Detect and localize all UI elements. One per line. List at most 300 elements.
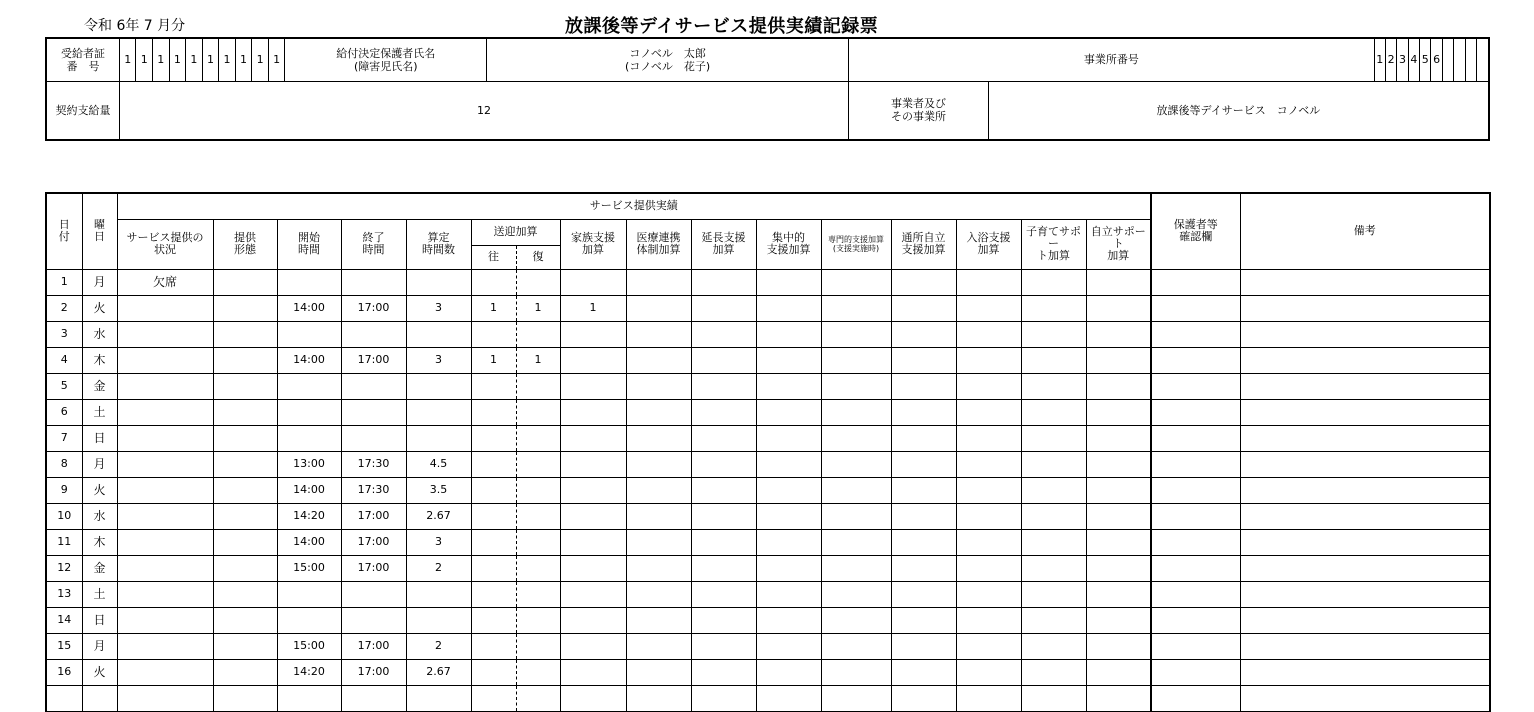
col-specialist: 専門的支援加算 (支援実施時) (821, 219, 891, 269)
hours-cell: 3 (406, 347, 471, 373)
form-cell (213, 373, 277, 399)
hours-cell: 2 (406, 633, 471, 659)
extended-cell (691, 659, 756, 685)
weekday-cell (82, 685, 117, 711)
extended-cell (691, 295, 756, 321)
intensive-cell (756, 607, 821, 633)
end-time-cell: 17:00 (341, 555, 406, 581)
parenting-cell (1021, 555, 1086, 581)
parenting-cell (1021, 659, 1086, 685)
status-cell: 欠席 (117, 269, 213, 295)
end-time-cell: 17:30 (341, 451, 406, 477)
remarks-cell (1240, 399, 1490, 425)
day-cell: 16 (46, 659, 82, 685)
bath-cell (956, 659, 1021, 685)
start-time-cell (277, 269, 341, 295)
transport-out-cell (471, 503, 516, 529)
parenting-cell (1021, 269, 1086, 295)
intensive-cell (756, 477, 821, 503)
day-cell: 5 (46, 373, 82, 399)
medical-cell (626, 399, 691, 425)
transport-out-cell (471, 373, 516, 399)
independence-cell (1086, 607, 1151, 633)
weekday-cell: 金 (82, 555, 117, 581)
transport-back-cell (516, 503, 560, 529)
hours-cell (406, 399, 471, 425)
hours-cell: 3 (406, 529, 471, 555)
start-time-cell (277, 425, 341, 451)
guardian-confirm-cell (1151, 633, 1240, 659)
office-digit: 4 (1408, 38, 1419, 81)
start-time-cell: 14:20 (277, 503, 341, 529)
bath-cell (956, 477, 1021, 503)
recipient-digit: 1 (235, 38, 252, 81)
end-time-cell: 17:00 (341, 529, 406, 555)
parenting-cell (1021, 503, 1086, 529)
bath-cell (956, 633, 1021, 659)
hours-cell: 2.67 (406, 503, 471, 529)
document-title: 放課後等デイサービス提供実績記録票 (565, 16, 879, 37)
transport-out-cell (471, 399, 516, 425)
commute-cell (891, 347, 956, 373)
start-time-cell (277, 685, 341, 711)
hours-cell (406, 607, 471, 633)
bath-cell (956, 347, 1021, 373)
parenting-cell (1021, 373, 1086, 399)
recipient-digit: 1 (119, 38, 136, 81)
col-guardian-confirm: 保護者等 確認欄 (1151, 193, 1240, 269)
status-cell (117, 347, 213, 373)
guardian-name-label: 給付決定保護者氏名 (障害児氏名) (285, 38, 487, 81)
family-support-cell: 1 (560, 295, 626, 321)
independence-cell (1086, 477, 1151, 503)
table-row (46, 581, 1490, 607)
transport-back-cell (516, 633, 560, 659)
intensive-cell (756, 425, 821, 451)
office-digit: 2 (1385, 38, 1396, 81)
independence-cell (1086, 347, 1151, 373)
intensive-cell (756, 373, 821, 399)
medical-cell (626, 607, 691, 633)
col-transport-out: 往 (471, 245, 516, 269)
recipient-digit: 1 (252, 38, 269, 81)
status-cell (117, 581, 213, 607)
day-cell: 1 (46, 269, 82, 295)
bath-cell (956, 321, 1021, 347)
hours-cell: 4.5 (406, 451, 471, 477)
family-support-cell (560, 685, 626, 711)
specialist-cell (821, 269, 891, 295)
remarks-cell (1240, 555, 1490, 581)
extended-cell (691, 555, 756, 581)
family-support-cell (560, 425, 626, 451)
office-digit (1465, 38, 1476, 81)
status-cell (117, 321, 213, 347)
day-cell: 12 (46, 555, 82, 581)
medical-cell (626, 529, 691, 555)
transport-out-cell (471, 451, 516, 477)
specialist-cell (821, 503, 891, 529)
bath-cell (956, 555, 1021, 581)
intensive-cell (756, 659, 821, 685)
guardian-confirm-cell (1151, 347, 1240, 373)
family-support-cell (560, 659, 626, 685)
commute-cell (891, 399, 956, 425)
status-cell (117, 555, 213, 581)
hours-cell: 3 (406, 295, 471, 321)
extended-cell (691, 451, 756, 477)
commute-cell (891, 503, 956, 529)
guardian-confirm-cell (1151, 685, 1240, 711)
parenting-cell (1021, 347, 1086, 373)
transport-out-cell (471, 529, 516, 555)
parenting-cell (1021, 529, 1086, 555)
transport-out-cell (471, 425, 516, 451)
remarks-cell (1240, 633, 1490, 659)
remarks-cell (1240, 295, 1490, 321)
remarks-cell (1240, 451, 1490, 477)
intensive-cell (756, 347, 821, 373)
independence-cell (1086, 529, 1151, 555)
extended-cell (691, 477, 756, 503)
intensive-cell (756, 321, 821, 347)
start-time-cell (277, 581, 341, 607)
recipient-digit: 1 (202, 38, 219, 81)
transport-out-cell (471, 321, 516, 347)
col-family-support: 家族支援 加算 (560, 219, 626, 269)
recipient-digit: 1 (169, 38, 186, 81)
family-support-cell (560, 503, 626, 529)
end-time-cell (341, 581, 406, 607)
bath-cell (956, 581, 1021, 607)
end-time-cell (341, 321, 406, 347)
commute-cell (891, 477, 956, 503)
weekday-cell: 水 (82, 321, 117, 347)
family-support-cell (560, 451, 626, 477)
parenting-cell (1021, 685, 1086, 711)
col-transport: 送迎加算 (471, 219, 560, 245)
extended-cell (691, 269, 756, 295)
specialist-cell (821, 633, 891, 659)
hours-cell (406, 269, 471, 295)
weekday-cell: 月 (82, 451, 117, 477)
col-start: 開始 時間 (277, 219, 341, 269)
transport-back-cell: 1 (516, 347, 560, 373)
intensive-cell (756, 451, 821, 477)
day-cell: 4 (46, 347, 82, 373)
independence-cell (1086, 503, 1151, 529)
intensive-cell (756, 685, 821, 711)
col-extended: 延長支援 加算 (691, 219, 756, 269)
status-cell (117, 607, 213, 633)
transport-out-cell (471, 659, 516, 685)
specialist-cell (821, 555, 891, 581)
specialist-cell (821, 477, 891, 503)
transport-out-cell (471, 633, 516, 659)
remarks-cell (1240, 373, 1490, 399)
intensive-cell (756, 503, 821, 529)
extended-cell (691, 581, 756, 607)
transport-back-cell (516, 373, 560, 399)
independence-cell (1086, 555, 1151, 581)
medical-cell (626, 451, 691, 477)
form-cell (213, 399, 277, 425)
medical-cell (626, 555, 691, 581)
day-cell (46, 685, 82, 711)
col-status: サービス提供の 状況 (117, 219, 213, 269)
col-end: 終了 時間 (341, 219, 406, 269)
guardian-confirm-cell (1151, 659, 1240, 685)
commute-cell (891, 581, 956, 607)
transport-back-cell (516, 269, 560, 295)
independence-cell (1086, 373, 1151, 399)
hours-cell: 2.67 (406, 659, 471, 685)
parenting-cell (1021, 581, 1086, 607)
remarks-cell (1240, 607, 1490, 633)
status-cell (117, 425, 213, 451)
office-digit: 6 (1431, 38, 1442, 81)
office-digit: 3 (1397, 38, 1408, 81)
start-time-cell: 14:20 (277, 659, 341, 685)
bath-cell (956, 425, 1021, 451)
commute-cell (891, 685, 956, 711)
status-cell (117, 659, 213, 685)
form-cell (213, 451, 277, 477)
independence-cell (1086, 659, 1151, 685)
commute-cell (891, 295, 956, 321)
col-bath: 入浴支援 加算 (956, 219, 1021, 269)
independence-cell (1086, 269, 1151, 295)
intensive-cell (756, 555, 821, 581)
transport-back-cell (516, 477, 560, 503)
bath-cell (956, 451, 1021, 477)
specialist-cell (821, 373, 891, 399)
commute-cell (891, 373, 956, 399)
medical-cell (626, 295, 691, 321)
intensive-cell (756, 295, 821, 321)
parenting-cell (1021, 451, 1086, 477)
family-support-cell (560, 581, 626, 607)
transport-back-cell (516, 581, 560, 607)
end-time-cell (341, 373, 406, 399)
form-cell (213, 581, 277, 607)
family-support-cell (560, 477, 626, 503)
parenting-cell (1021, 399, 1086, 425)
transport-back-cell: 1 (516, 295, 560, 321)
day-cell: 13 (46, 581, 82, 607)
start-time-cell: 15:00 (277, 555, 341, 581)
day-cell: 7 (46, 425, 82, 451)
transport-back-cell (516, 321, 560, 347)
weekday-cell: 木 (82, 529, 117, 555)
status-cell (117, 477, 213, 503)
guardian-confirm-cell (1151, 269, 1240, 295)
intensive-cell (756, 529, 821, 555)
parenting-cell (1021, 425, 1086, 451)
guardian-confirm-cell (1151, 477, 1240, 503)
transport-back-cell (516, 399, 560, 425)
table-row (46, 607, 1490, 633)
family-support-cell (560, 529, 626, 555)
col-day: 日 付 (46, 193, 82, 269)
end-time-cell: 17:00 (341, 295, 406, 321)
independence-cell (1086, 425, 1151, 451)
office-digit: 1 (1374, 38, 1385, 81)
status-cell (117, 529, 213, 555)
independence-cell (1086, 451, 1151, 477)
transport-out-cell (471, 581, 516, 607)
extended-cell (691, 633, 756, 659)
parenting-cell (1021, 321, 1086, 347)
form-cell (213, 529, 277, 555)
end-time-cell: 17:00 (341, 633, 406, 659)
parenting-cell (1021, 477, 1086, 503)
independence-cell (1086, 685, 1151, 711)
table-row (46, 555, 1490, 581)
end-time-cell (341, 399, 406, 425)
end-time-cell (341, 269, 406, 295)
bath-cell (956, 295, 1021, 321)
start-time-cell: 14:00 (277, 529, 341, 555)
family-support-cell (560, 633, 626, 659)
day-cell: 11 (46, 529, 82, 555)
start-time-cell (277, 373, 341, 399)
end-time-cell (341, 607, 406, 633)
family-support-cell (560, 607, 626, 633)
recipient-digit: 1 (186, 38, 203, 81)
specialist-cell (821, 529, 891, 555)
medical-cell (626, 503, 691, 529)
service-record-table (45, 192, 1491, 712)
office-number-label: 事業所番号 (849, 38, 1374, 81)
col-form: 提供 形態 (213, 219, 277, 269)
record-rows (46, 269, 1490, 711)
day-cell: 15 (46, 633, 82, 659)
bath-cell (956, 607, 1021, 633)
remarks-cell (1240, 529, 1490, 555)
day-cell: 10 (46, 503, 82, 529)
start-time-cell (277, 321, 341, 347)
table-row (46, 451, 1490, 477)
bath-cell (956, 503, 1021, 529)
provider-label: 事業者及び その事業所 (849, 81, 989, 140)
commute-cell (891, 425, 956, 451)
remarks-cell (1240, 581, 1490, 607)
commute-cell (891, 607, 956, 633)
bath-cell (956, 373, 1021, 399)
form-cell (213, 503, 277, 529)
medical-cell (626, 633, 691, 659)
hours-cell (406, 373, 471, 399)
independence-cell (1086, 399, 1151, 425)
medical-cell (626, 425, 691, 451)
recipient-digit: 1 (153, 38, 170, 81)
weekday-cell: 日 (82, 607, 117, 633)
medical-cell (626, 321, 691, 347)
col-medical: 医療連携 体制加算 (626, 219, 691, 269)
provider-name: 放課後等デイサービス コノベル (988, 81, 1489, 140)
end-time-cell: 17:30 (341, 477, 406, 503)
medical-cell (626, 685, 691, 711)
start-time-cell: 14:00 (277, 477, 341, 503)
table-row (46, 399, 1490, 425)
weekday-cell: 土 (82, 399, 117, 425)
day-cell: 2 (46, 295, 82, 321)
extended-cell (691, 373, 756, 399)
remarks-cell (1240, 659, 1490, 685)
guardian-confirm-cell (1151, 503, 1240, 529)
specialist-cell (821, 321, 891, 347)
extended-cell (691, 529, 756, 555)
office-digit: 5 (1420, 38, 1431, 81)
weekday-cell: 月 (82, 633, 117, 659)
end-time-cell (341, 425, 406, 451)
medical-cell (626, 347, 691, 373)
recipient-number-label: 受給者証 番 号 (46, 38, 119, 81)
table-row (46, 373, 1490, 399)
extended-cell (691, 685, 756, 711)
family-support-cell (560, 399, 626, 425)
independence-cell (1086, 633, 1151, 659)
recipient-digit: 1 (136, 38, 153, 81)
specialist-cell (821, 347, 891, 373)
recipient-info-table (45, 37, 1490, 141)
commute-cell (891, 269, 956, 295)
extended-cell (691, 425, 756, 451)
medical-cell (626, 659, 691, 685)
independence-cell (1086, 321, 1151, 347)
family-support-cell (560, 321, 626, 347)
guardian-confirm-cell (1151, 529, 1240, 555)
transport-out-cell (471, 477, 516, 503)
guardian-confirm-cell (1151, 451, 1240, 477)
parenting-cell (1021, 633, 1086, 659)
start-time-cell (277, 607, 341, 633)
form-cell (213, 633, 277, 659)
remarks-cell (1240, 503, 1490, 529)
day-cell: 14 (46, 607, 82, 633)
recipient-digit: 1 (219, 38, 236, 81)
transport-out-cell (471, 269, 516, 295)
form-cell (213, 477, 277, 503)
transport-out-cell: 1 (471, 347, 516, 373)
weekday-cell: 木 (82, 347, 117, 373)
form-cell (213, 295, 277, 321)
weekday-cell: 水 (82, 503, 117, 529)
transport-back-cell (516, 529, 560, 555)
extended-cell (691, 503, 756, 529)
hours-cell (406, 425, 471, 451)
office-digit (1442, 38, 1453, 81)
bath-cell (956, 399, 1021, 425)
specialist-cell (821, 659, 891, 685)
transport-back-cell (516, 451, 560, 477)
table-row (46, 503, 1490, 529)
weekday-cell: 火 (82, 659, 117, 685)
end-time-cell (341, 685, 406, 711)
col-independence: 自立サポート 加算 (1086, 219, 1151, 269)
status-cell (117, 373, 213, 399)
table-row (46, 321, 1490, 347)
transport-back-cell (516, 659, 560, 685)
start-time-cell: 15:00 (277, 633, 341, 659)
medical-cell (626, 581, 691, 607)
end-time-cell: 17:00 (341, 503, 406, 529)
status-cell (117, 503, 213, 529)
remarks-cell (1240, 269, 1490, 295)
guardian-confirm-cell (1151, 607, 1240, 633)
specialist-cell (821, 685, 891, 711)
